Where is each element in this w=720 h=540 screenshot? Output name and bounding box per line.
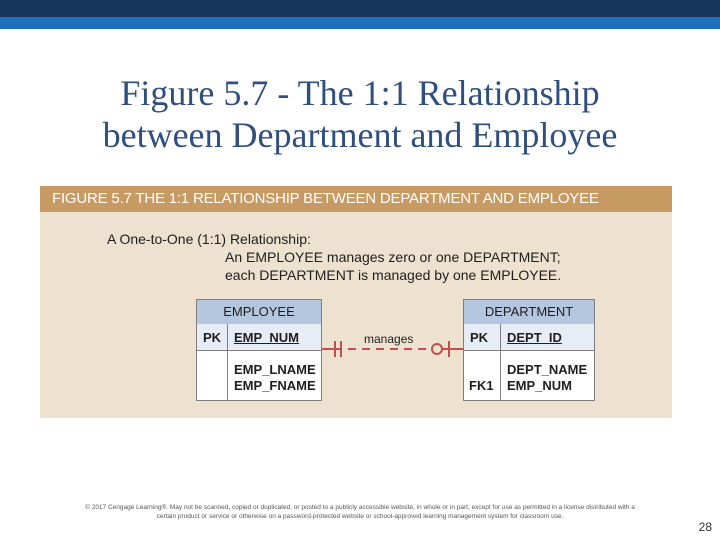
caption-line1: A One-to-One (1:1) Relationship: <box>107 231 311 247</box>
department-attribute-name: DEPT_NAME <box>507 362 588 377</box>
employee-attribute-fname: EMP_FNAME <box>234 378 316 393</box>
top-banner-accent <box>0 17 720 29</box>
department-key-attribute: DEPT_ID <box>507 330 562 345</box>
department-entity-name: DEPARTMENT <box>464 300 594 325</box>
employee-attribute-lname: EMP_LNAME <box>234 362 316 377</box>
figure-caption <box>107 230 561 284</box>
employee-entity-name: EMPLOYEE <box>197 300 321 325</box>
top-banner <box>0 0 720 17</box>
employee-key-attribute: EMP_NUM <box>234 330 300 345</box>
slide-title-line2: between Department and Employee <box>102 115 618 155</box>
department-entity <box>463 299 595 401</box>
employee-column-divider <box>227 324 228 400</box>
department-column-divider <box>500 324 501 400</box>
slide-title <box>40 72 680 156</box>
caption-line2: An EMPLOYEE manages zero or one DEPARTMENT; <box>225 249 561 265</box>
copyright-notice <box>48 503 672 521</box>
caption-line3: each DEPARTMENT is managed by one EMPLOYEE. <box>225 267 562 283</box>
copyright-line1: © 2017 Cengage Learning®. May not be scanned, copied or duplicated, or posted to a publicly accessible website, in whole or in part, except for use as permitted in a license distributed with a <box>85 504 635 511</box>
department-pk-label: PK <box>470 330 489 345</box>
optional-zero-circle <box>432 344 442 354</box>
relationship-label: manages <box>364 332 414 346</box>
copyright-line2: certain product or service or otherwise on a password-protected website or school-approved learning management system for classroom use. <box>156 513 564 520</box>
employee-entity <box>196 299 322 401</box>
department-fk-label: FK1 <box>469 378 494 393</box>
page-number: 28 <box>698 520 712 534</box>
slide-title-line1: Figure 5.7 - The 1:1 Relationship <box>120 73 600 113</box>
employee-pk-label: PK <box>203 330 222 345</box>
department-attribute-empnum: EMP_NUM <box>507 378 573 393</box>
figure-header: FIGURE 5.7 THE 1:1 RELATIONSHIP BETWEEN DEPARTMENT AND EMPLOYEE <box>40 186 672 212</box>
